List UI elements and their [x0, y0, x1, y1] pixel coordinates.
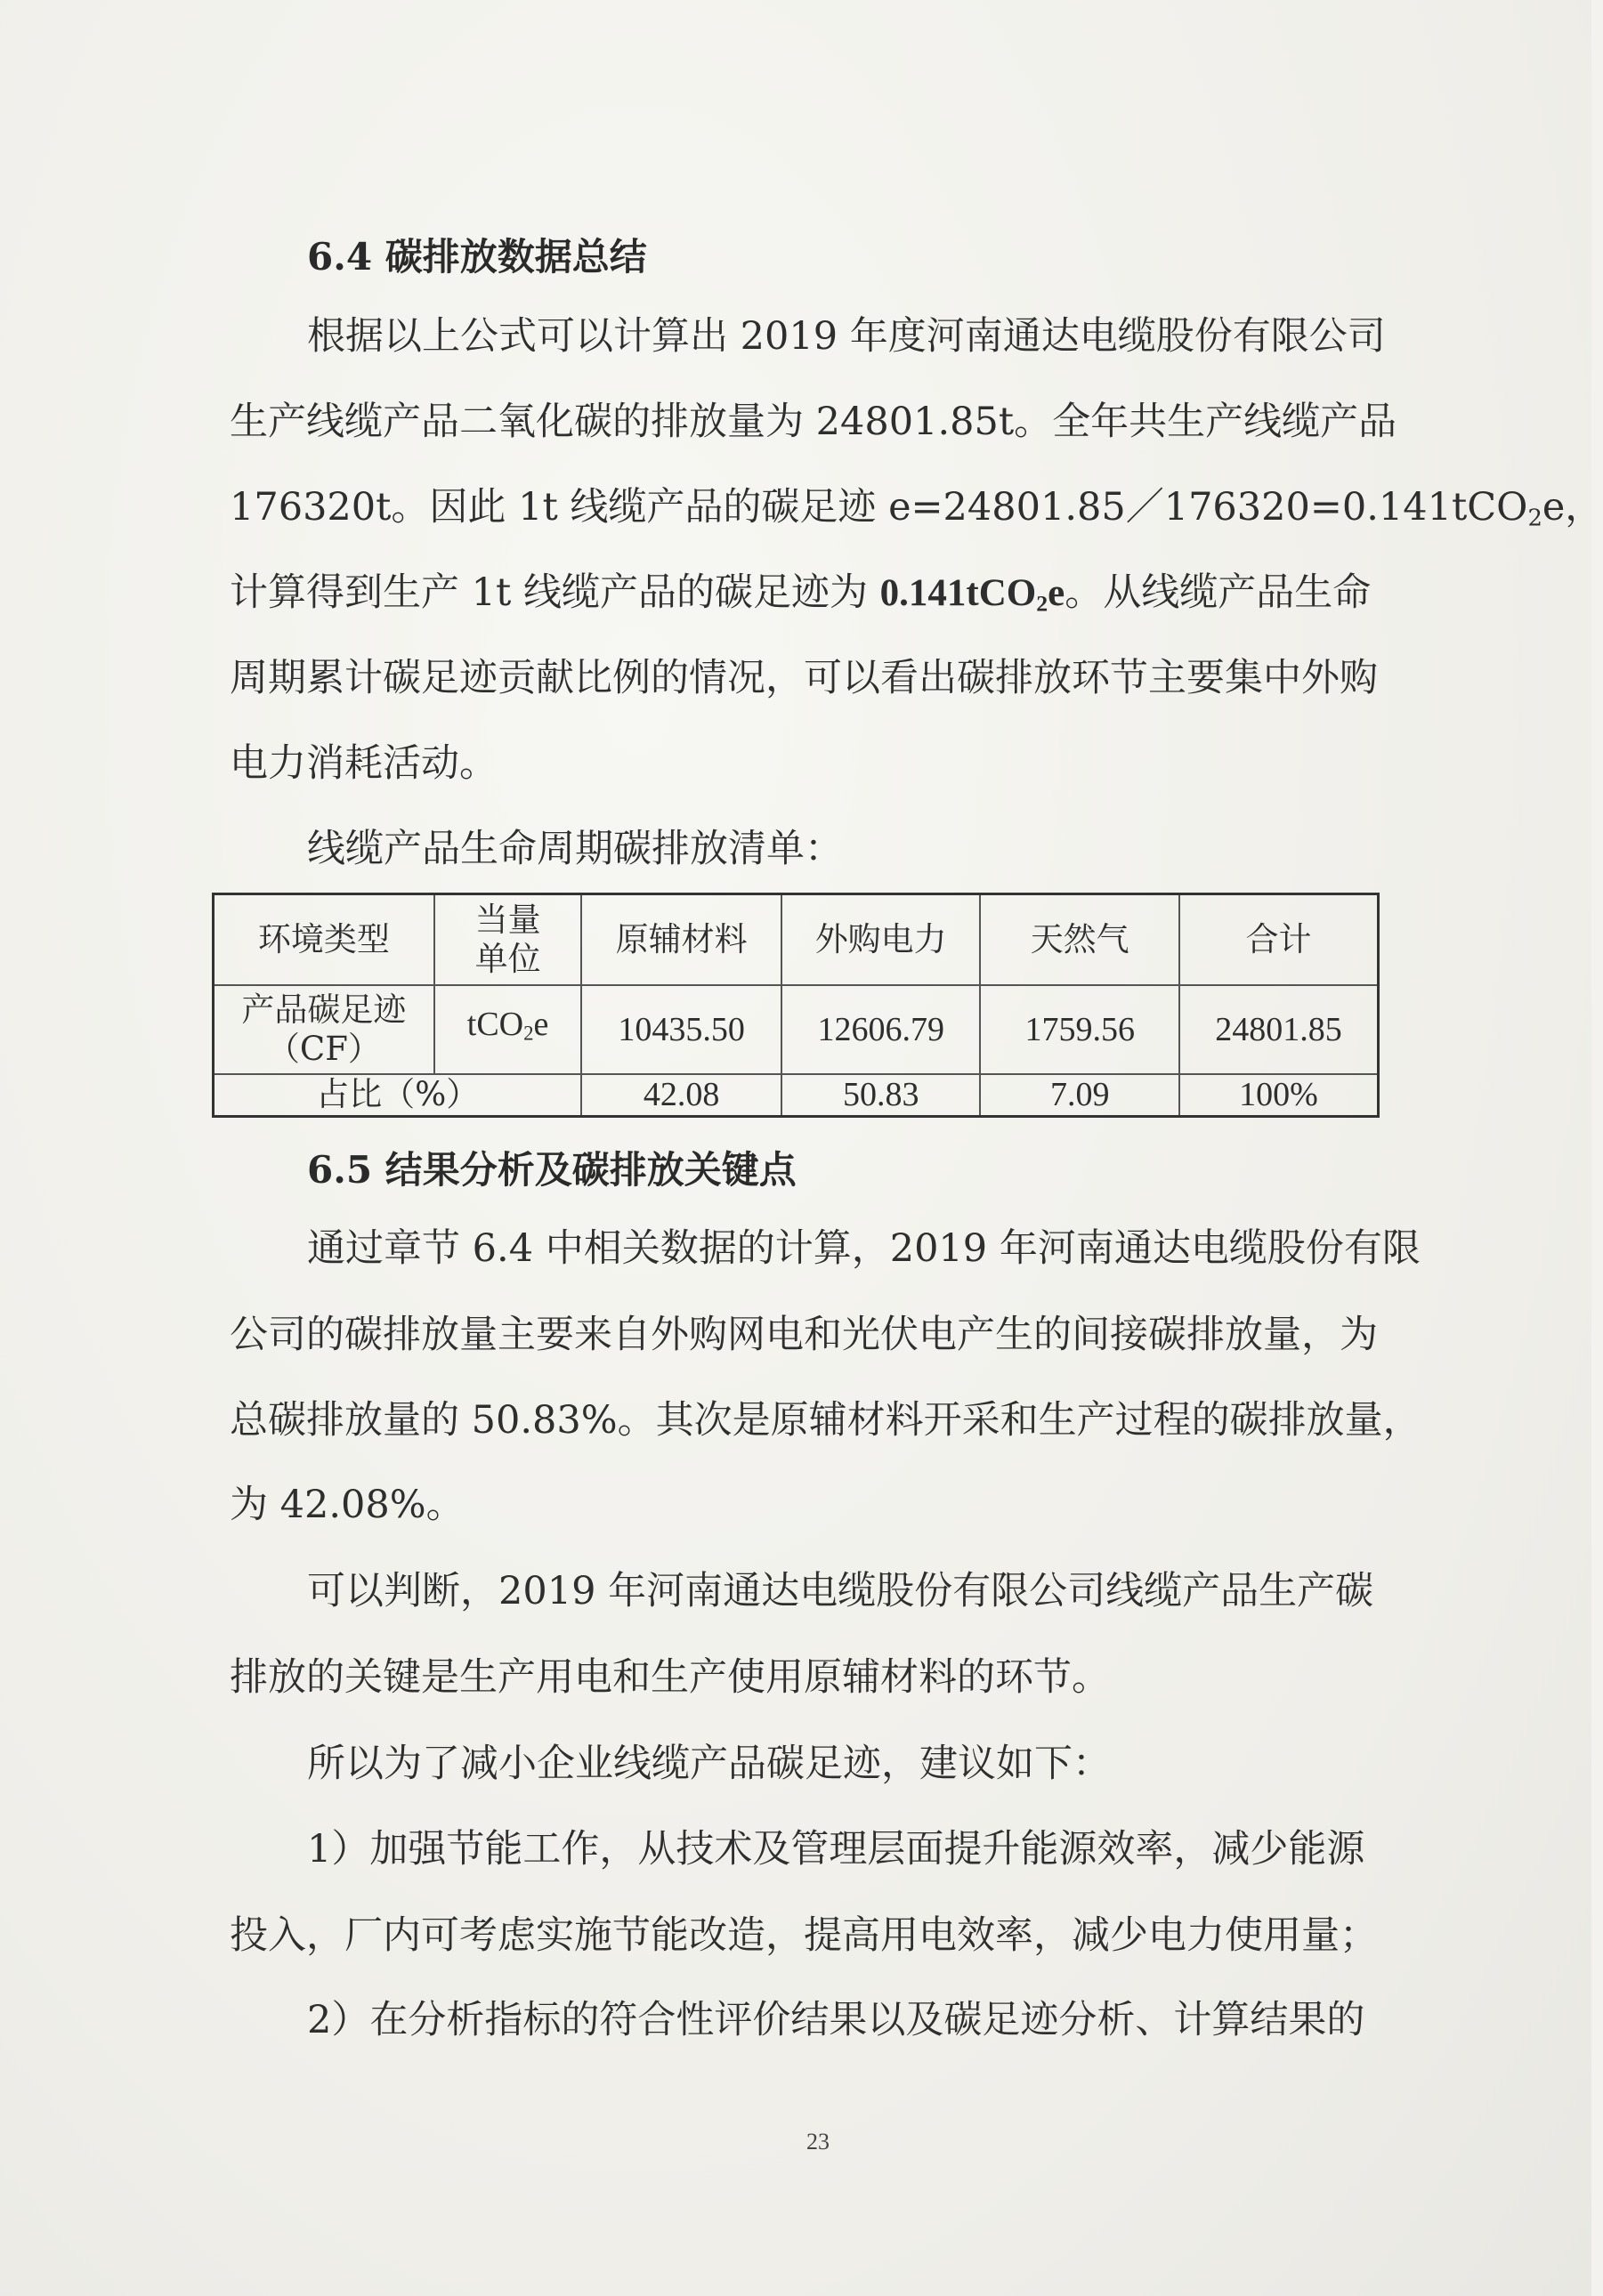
table-cell: 50.83 [781, 1074, 981, 1117]
section-heading-6-4: 6.4 碳排放数据总结 [307, 235, 647, 279]
carbon-emission-table [212, 893, 1380, 1118]
header-cell: 当量 单位 [434, 894, 582, 985]
paragraph-line: 根据以上公式可以计算出 2019 年度河南通达电缆股份有限公司 [307, 314, 1386, 359]
paragraph-line: 总碳排放量的 50.83%。其次是原辅材料开采和生产过程的碳排放量， [230, 1398, 1421, 1443]
paragraph-line: 周期累计碳足迹贡献比例的情况，可以看出碳排放环节主要集中外购 [230, 656, 1378, 700]
paragraph-line: 可以判断，2019 年河南通达电缆股份有限公司线缆产品生产碳 [307, 1569, 1374, 1613]
header-cell: 原辅材料 [581, 894, 781, 985]
header-cell: 天然气 [980, 894, 1178, 985]
table-cell: 7.09 [980, 1074, 1178, 1117]
row-label: 占比（%） [214, 1074, 582, 1117]
table-cell: 10435.50 [581, 985, 781, 1074]
emphasized-value: 0.141tCO$_2$e [879, 572, 1065, 617]
table-header-row [214, 894, 1379, 985]
table-row [214, 985, 1379, 1074]
paragraph-line: 计算得到生产 1t 线缆产品的碳足迹为 0.141tCO$_2$e。从线缆产品生命 [230, 570, 1372, 617]
unit-cell: tCO$_2$e [434, 985, 582, 1074]
header-cell: 外购电力 [781, 894, 981, 985]
row-label: 产品碳足迹 （CF） [214, 985, 434, 1074]
table-cell: 24801.85 [1179, 985, 1379, 1074]
paragraph-line: 电力消耗活动。 [230, 741, 498, 786]
table-cell: 12606.79 [781, 985, 981, 1074]
header-cell: 合计 [1179, 894, 1379, 985]
paragraph-line: 生产线缆产品二氧化碳的排放量为 24801.85t。全年共生产线缆产品 [230, 400, 1397, 444]
paragraph-line: 为 42.08%。 [230, 1483, 465, 1527]
list-item: 2）在分析指标的符合性评价结果以及碳足迹分析、计算结果的 [307, 1998, 1365, 2042]
paragraph-line: 176320t。因此 1t 线缆产品的碳足迹 e=24801.85／176320=0.141tCO$_2$e， [230, 485, 1603, 532]
paragraph-line: 公司的碳排放量主要来自外购网电和光伏电产生的间接碳排放量，为 [230, 1313, 1378, 1357]
paragraph-line: 通过章节 6.4 中相关数据的计算，2019 年河南通达电缆股份有限 [307, 1226, 1421, 1271]
paragraph-line: 排放的关键是生产用电和生产使用原辅材料的环节。 [230, 1655, 1110, 1700]
table-cell: 100% [1179, 1074, 1379, 1117]
table-cell: 42.08 [581, 1074, 781, 1117]
table-cell: 1759.56 [980, 985, 1178, 1074]
section-heading-6-5: 6.5 结果分析及碳排放关键点 [307, 1148, 797, 1192]
page-number: 23 [806, 2129, 830, 2155]
paragraph-line: 投入，厂内可考虑实施节能改造，提高用电效率，减少电力使用量； [230, 1913, 1378, 1958]
paragraph-line: 所以为了减小企业线缆产品碳足迹，建议如下： [307, 1742, 1111, 1786]
table-row [214, 1074, 1379, 1117]
header-cell: 环境类型 [214, 894, 434, 985]
table-caption: 线缆产品生命周期碳排放清单： [307, 827, 843, 871]
list-item: 1）加强节能工作，从技术及管理层面提升能源效率，减少能源 [307, 1827, 1365, 1872]
